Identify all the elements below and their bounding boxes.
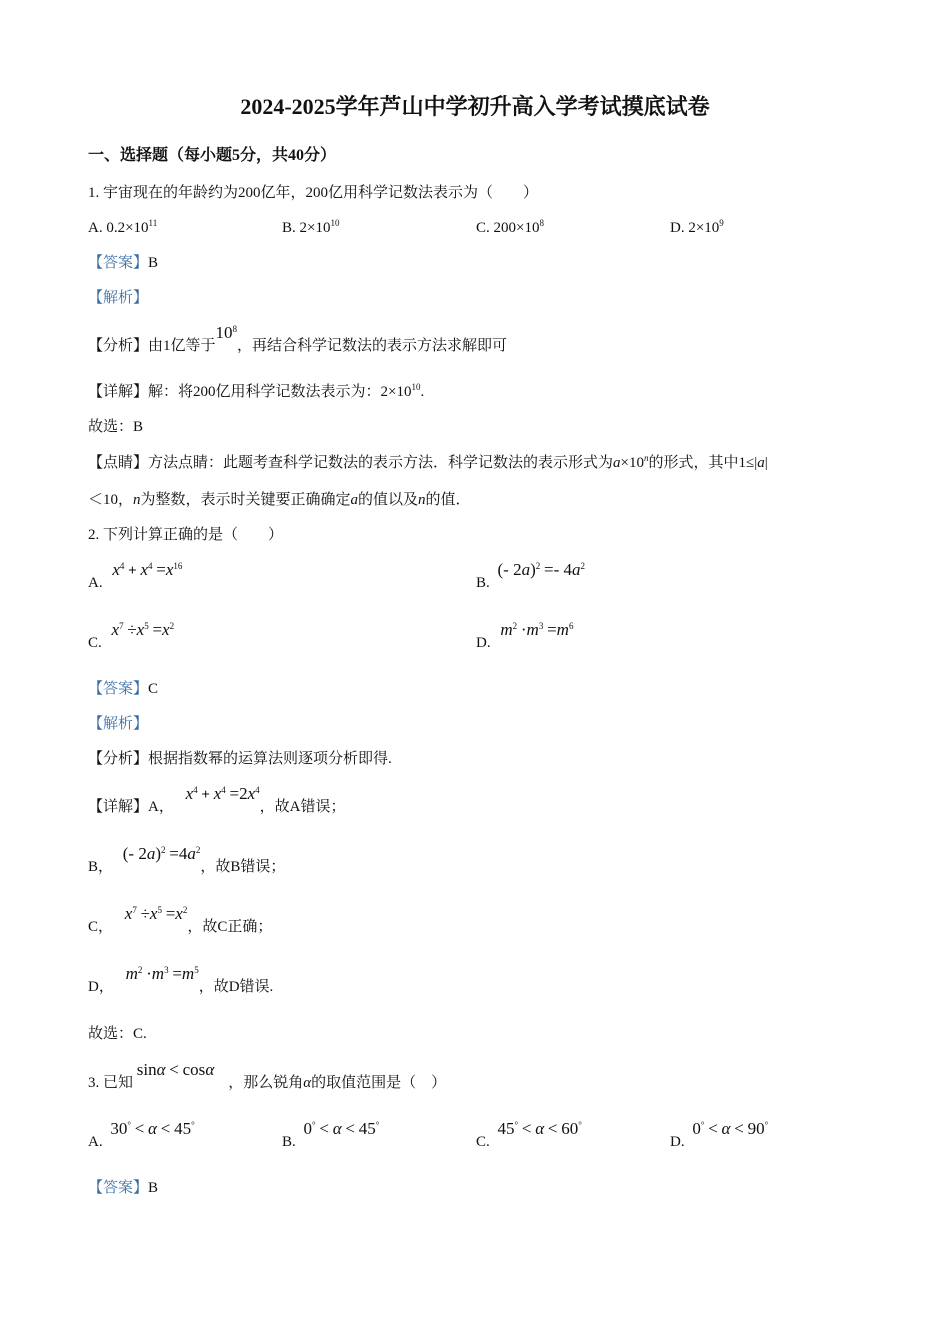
q1-option-a: A. $0.2\times 10^{11}$ bbox=[88, 218, 158, 236]
q2-formula-c: $x^7 \div x^5 =x^2$ bbox=[111, 620, 175, 639]
q2-option-a: A. $x^4 + x^4 =x^{16}$ bbox=[88, 560, 183, 591]
q1-dianjing-line2: ＜10，n为整数，表示时关键要正确确定a的值以及n的值． bbox=[88, 492, 471, 508]
section-heading: 一、选择题（每小题5分，共40分） bbox=[88, 147, 337, 164]
q3-option-b: B. 0° < α < 45° bbox=[282, 1119, 380, 1150]
q2-detail-b: B， (- $2a)^2 =4a^2$，故B错误； bbox=[88, 844, 286, 875]
q1-dianjing-line1: 【点睛】方法点睛：此题考查科学记数法的表示方法．科学记数法的表示形式为$a\times 10^n$的形式，其中1≤|a| bbox=[88, 453, 768, 471]
q1-detail: 【详解】解：将200亿用科学记数法表示为：$2\times 10^{10}$. bbox=[88, 382, 425, 400]
q2-detail-a: 【详解】A， $x^4 + x^4 =2x^4$，故A错误； bbox=[88, 784, 346, 815]
q2-analysis-label: 【解析】 bbox=[88, 716, 149, 732]
q1-fenxi: 【分析】由1亿等于$10^8$，再结合科学记数法的表示方法求解即可 bbox=[88, 323, 508, 354]
q3-stem: 3. 已知 sinα < cosα，那么锐角α的取值范围是（ ） bbox=[88, 1060, 447, 1091]
q1-analysis-label: 【解析】 bbox=[88, 290, 149, 306]
q2-formula-b: (- $2a)^2 =- 4a^2$ bbox=[497, 560, 586, 579]
q2-option-c: C. $x^7 \div x^5 =x^2$ bbox=[88, 620, 175, 651]
q3-option-c: C. 45° < α < 60° bbox=[476, 1119, 582, 1150]
q1-answer: 【答案】B bbox=[88, 255, 159, 271]
q2-option-d: D. $m^2 \cdot m^3 =m^6$ bbox=[476, 620, 574, 651]
q2-formula-d: $m^2 \cdot m^3 =m^6$ bbox=[500, 620, 574, 639]
q2-answer: 【答案】C bbox=[88, 681, 159, 697]
q2-option-b: B. (- $2a)^2 =- 4a^2$ bbox=[476, 560, 586, 591]
q1-option-d: D. $2\times 10^9$ bbox=[670, 218, 724, 236]
q2-detail-d: D， $m^2 \cdot m^3 =m^5$，故D错误. bbox=[88, 964, 274, 995]
q2-formula-a: $x^4 + x^4 =x^{16}$ bbox=[112, 560, 183, 579]
q3-condition: sinα < cosα bbox=[136, 1060, 215, 1079]
q2-conclusion: 故选：C. bbox=[88, 1026, 147, 1042]
q2-stem: 2. 下列计算正确的是（ ） bbox=[88, 527, 284, 543]
q2-detail-c: C， $x^7 \div x^5 =x^2$，故C正确； bbox=[88, 904, 273, 935]
q1-option-c: C. $200\times 10^8$ bbox=[476, 218, 544, 236]
q3-answer: 【答案】B bbox=[88, 1180, 159, 1196]
q3-option-d: D. 0° < α < 90° bbox=[670, 1119, 769, 1150]
q1-option-b: B. $2\times 10^{10}$ bbox=[282, 218, 340, 236]
q1-conclusion: 故选：B bbox=[88, 419, 144, 435]
q3-option-a: A. 30° < α < 45° bbox=[88, 1119, 195, 1150]
q1-stem: 1. 宇宙现在的年龄约为200亿年，200亿用科学记数法表示为（ ） bbox=[88, 185, 539, 201]
q2-fenxi: 【分析】根据指数幂的运算法则逐项分析即得. bbox=[88, 751, 392, 767]
page-title: 2024-2025学年芦山中学初升高入学考试摸底试卷 bbox=[240, 94, 710, 119]
